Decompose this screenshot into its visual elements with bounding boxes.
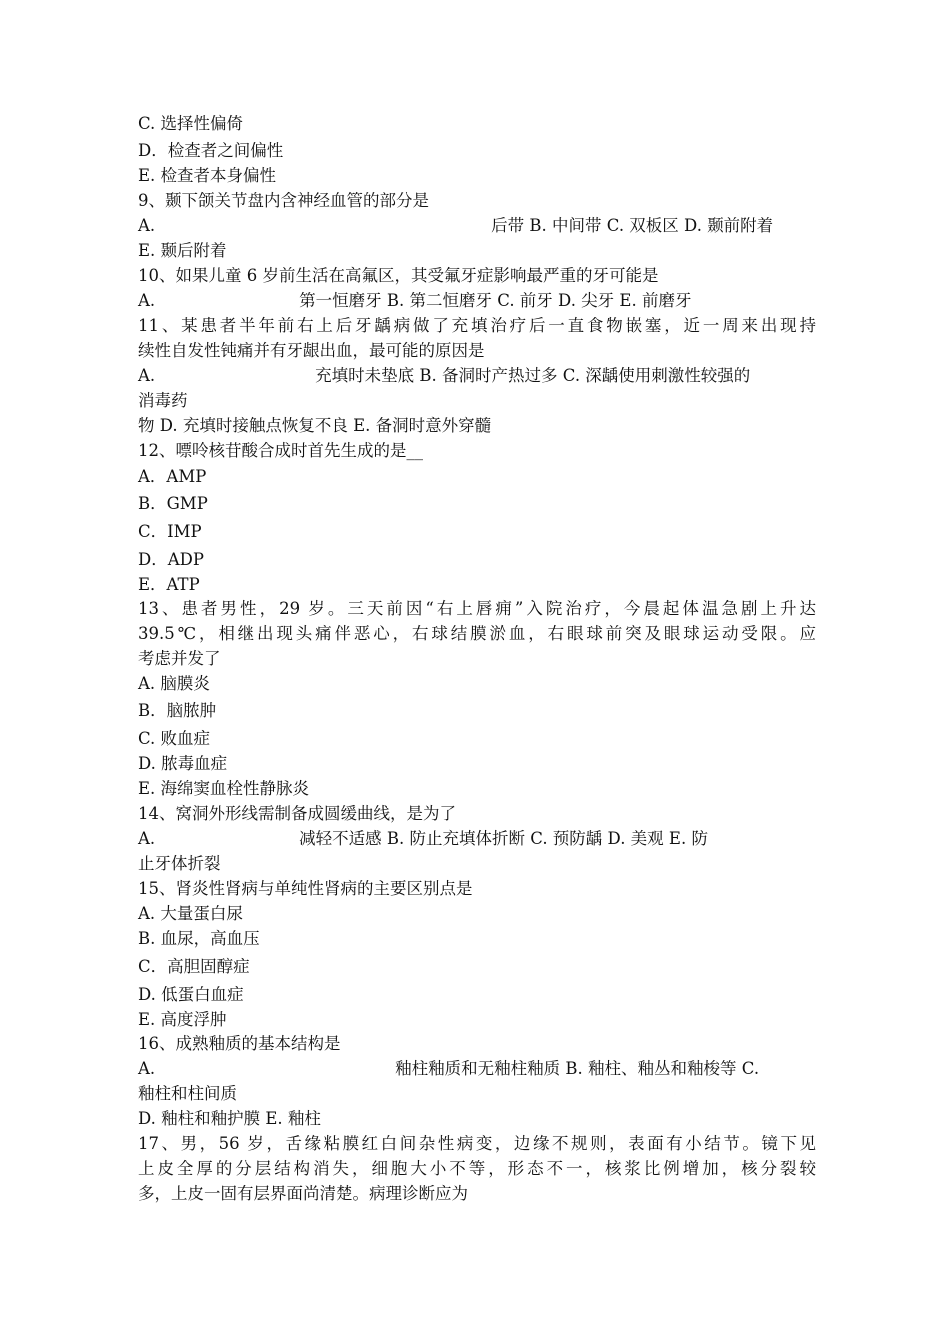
question-stem: 11、某患者半年前右上后牙龋病做了充填治疗后一直食物嵌塞，近一周来出现持 bbox=[138, 316, 816, 335]
option-text: 第一恒磨牙 B. 第二恒磨牙 C. 前牙 D. 尖牙 E. 前磨牙 bbox=[299, 291, 692, 310]
option-line: E. 高度浮肿 bbox=[138, 1010, 227, 1029]
option-label: A. bbox=[138, 216, 156, 235]
option-line: 物 D. 充填时接触点恢复不良 E. 备洞时意外穿髓 bbox=[138, 416, 492, 435]
option-line: A. 大量蛋白尿 bbox=[138, 904, 243, 923]
option-line: B. 血尿，高血压 bbox=[138, 929, 260, 948]
option-line bbox=[138, 291, 691, 311]
option-line: E. 颞后附着 bbox=[138, 241, 227, 260]
option-label: A. bbox=[138, 366, 156, 385]
option-line: 止牙体折裂 bbox=[138, 854, 221, 873]
option-line bbox=[138, 216, 773, 236]
question-stem: 考虑并发了 bbox=[138, 649, 221, 668]
option-line: 消毒药 bbox=[138, 391, 188, 410]
option-line: B．GMP bbox=[138, 494, 208, 513]
option-line: E. 检查者本身偏性 bbox=[138, 166, 277, 185]
option-line: C．IMP bbox=[138, 522, 202, 541]
option-line: C．高胆固醇症 bbox=[138, 957, 250, 976]
option-text: 充填时未垫底 B. 备洞时产热过多 C. 深龋使用刺激性较强的 bbox=[315, 366, 751, 385]
option-line: 釉柱和柱间质 bbox=[138, 1084, 237, 1103]
question-stem: 10、如果儿童 6 岁前生活在高氟区，其受氟牙症影响最严重的牙可能是 bbox=[138, 266, 659, 285]
question-stem: 13、患者男性，29 岁。三天前因“右上唇痈”入院治疗，今晨起体温急剧上升达 bbox=[138, 599, 816, 618]
question-stem: 17、男，56 岁，舌缘粘膜红白间杂性病变，边缘不规则，表面有小结节。镜下见 bbox=[138, 1134, 816, 1153]
option-line: B．脑脓肿 bbox=[138, 701, 217, 720]
option-text: 减轻不适感 B. 防止充填体折断 C. 预防龋 D. 美观 E. 防 bbox=[299, 829, 708, 848]
question-stem: 多，上皮一固有层界面尚清楚。病理诊断应为 bbox=[138, 1184, 468, 1203]
option-line: C. 选择性偏倚 bbox=[138, 114, 244, 133]
option-line: E．ATP bbox=[138, 575, 200, 594]
question-stem: 15、肾炎性肾病与单纯性肾病的主要区别点是 bbox=[138, 879, 473, 898]
question-stem: 39.5℃，相继出现头痛伴恶心，右球结膜淤血，右眼球前突及眼球运动受限。应 bbox=[138, 624, 816, 643]
question-stem: 16、成熟釉质的基本结构是 bbox=[138, 1034, 341, 1053]
option-line bbox=[138, 366, 750, 386]
option-line: A．AMP bbox=[138, 467, 207, 486]
option-line: A. 脑膜炎 bbox=[138, 674, 210, 693]
question-stem: 12、嘌呤核苷酸合成时首先生成的是__ bbox=[138, 441, 423, 460]
option-line: C. 败血症 bbox=[138, 729, 211, 748]
question-stem: 续性自发性钝痛并有牙龈出血，最可能的原因是 bbox=[138, 341, 485, 360]
option-label: A. bbox=[138, 1059, 156, 1078]
option-line: D．检查者之间偏性 bbox=[138, 141, 284, 160]
question-stem: 上皮全厚的分层结构消失，细胞大小不等，形态不一，核浆比例增加，核分裂较 bbox=[138, 1159, 816, 1178]
option-line bbox=[138, 1059, 759, 1079]
option-line bbox=[138, 829, 708, 849]
option-line: D. 脓毒血症 bbox=[138, 754, 228, 773]
option-line: D. 釉柱和釉护膜 E. 釉柱 bbox=[138, 1109, 321, 1128]
option-text: 釉柱釉质和无釉柱釉质 B. 釉柱、釉丛和釉梭等 C. bbox=[395, 1059, 760, 1078]
option-line: D．ADP bbox=[138, 550, 204, 569]
option-text: 后带 B. 中间带 C. 双板区 D. 颞前附着 bbox=[491, 216, 774, 235]
question-stem: 14、窝洞外形线需制备成圆缓曲线，是为了 bbox=[138, 804, 456, 823]
option-label: A. bbox=[138, 291, 156, 310]
option-line: E. 海绵窦血栓性静脉炎 bbox=[138, 779, 310, 798]
question-stem: 9、颞下颌关节盘内含神经血管的部分是 bbox=[138, 191, 429, 210]
option-label: A. bbox=[138, 829, 156, 848]
option-line: D. 低蛋白血症 bbox=[138, 985, 244, 1004]
